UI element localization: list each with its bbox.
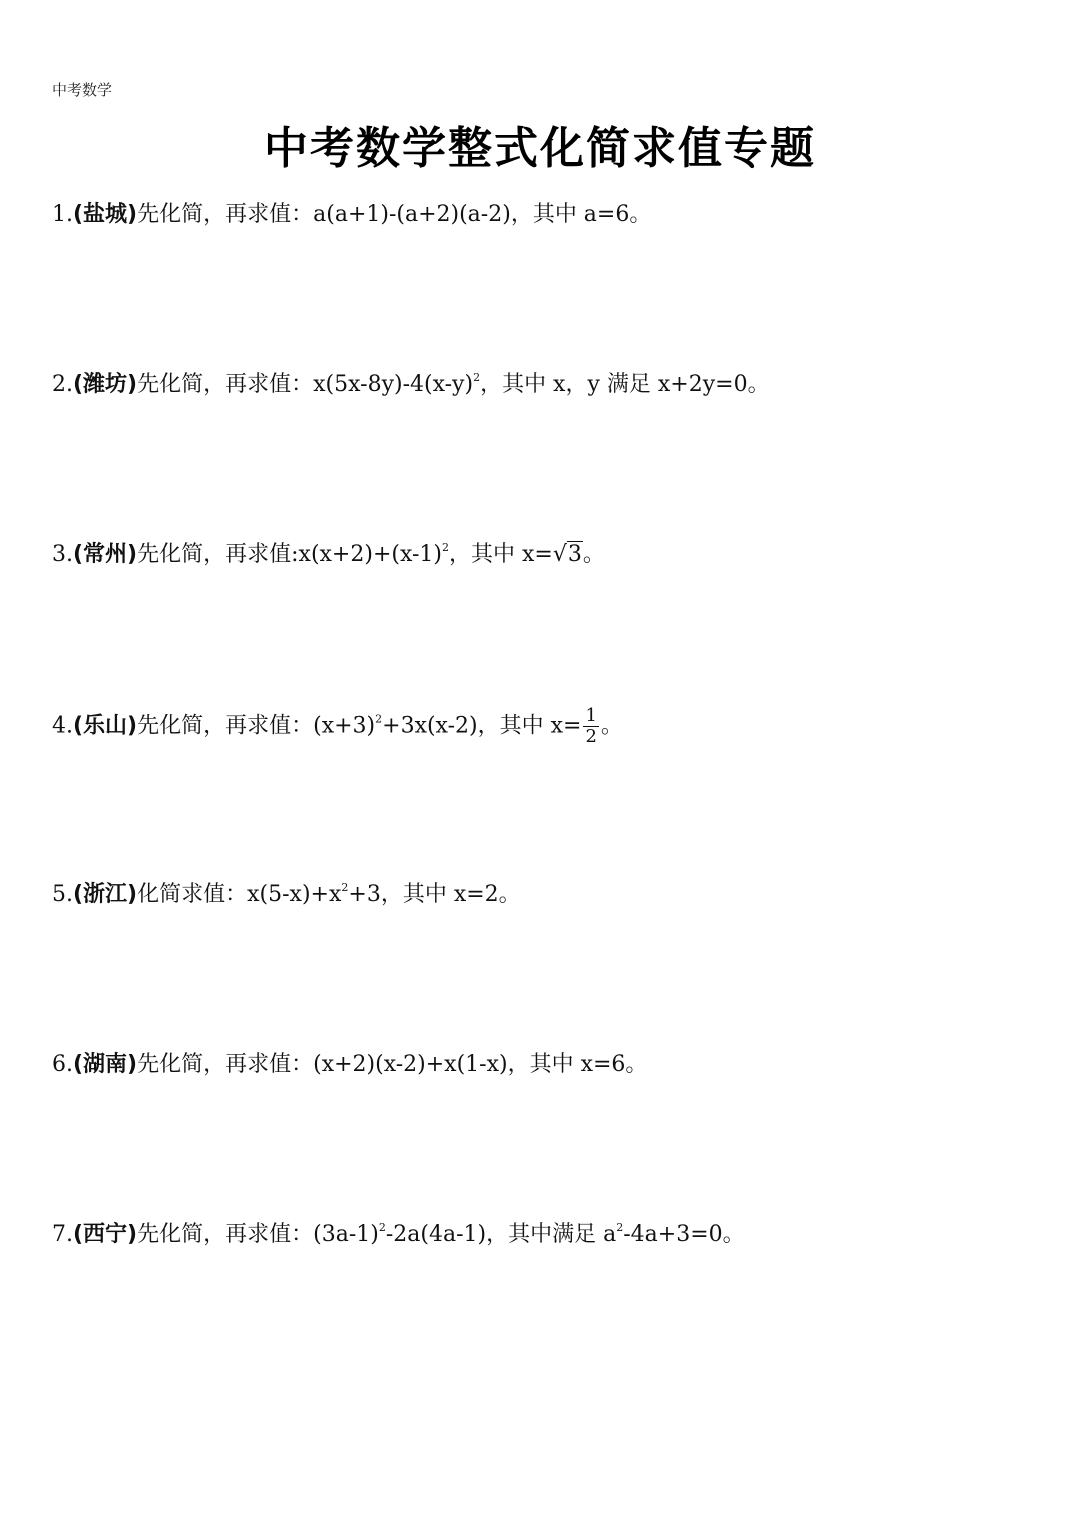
problem-number: 7. (52, 1222, 73, 1247)
problem-4 (52, 706, 623, 747)
exponent: 2 (473, 371, 481, 384)
problem-region: (西宁) (73, 1222, 138, 1247)
problem-number: 6. (52, 1052, 73, 1077)
problem-3 (52, 540, 605, 570)
problem-number: 2. (52, 372, 73, 397)
problem-7 (52, 1220, 745, 1250)
problem-text: 化简求值：x(5-x)+x (137, 882, 342, 907)
header-label: 中考数学 (52, 81, 113, 99)
problem-6 (52, 1050, 647, 1080)
problem-region: (潍坊) (73, 372, 138, 397)
problem-number: 1. (52, 202, 73, 227)
problem-number: 5. (52, 882, 73, 907)
problem-region: (湖南) (73, 1052, 138, 1077)
problem-text: 先化简，再求值：(3a-1) (137, 1222, 379, 1247)
problem-text-cont: -2a(4a-1)，其中满足 a (385, 1222, 617, 1247)
problem-text: 先化简，再求值：(x+2)(x-2)+x(1-x)，其中 x=6。 (137, 1052, 648, 1077)
exponent: 2 (341, 881, 349, 894)
problem-2 (52, 370, 770, 400)
problem-region: (浙江) (73, 882, 138, 907)
exponent: 2 (378, 1221, 386, 1234)
radicand: 3 (567, 542, 582, 567)
problem-region: (常州) (73, 542, 138, 567)
problem-text-cont: +3，其中 x=2。 (348, 882, 521, 907)
fraction (583, 706, 598, 747)
problem-5 (52, 880, 521, 910)
problem-1 (52, 200, 651, 230)
problem-text-end: 。 (600, 713, 623, 739)
problem-text: 先化简，再求值：x(5x-8y)-4(x-y) (137, 372, 474, 397)
problem-text-cont: ，其中 x= (449, 542, 553, 567)
problem-text: 先化简，再求值：(x+3) (137, 713, 376, 739)
problem-text-cont: +3x(x-2)，其中 x= (382, 713, 582, 739)
problem-region: (盐城) (73, 202, 138, 227)
problem-number: 4. (52, 713, 73, 739)
problem-text-end: -4a+3=0。 (623, 1222, 745, 1247)
radical-sign: √ (552, 542, 567, 567)
exponent-2: 2 (616, 1221, 624, 1234)
page-title: 中考数学整式化简求值专题 (264, 123, 816, 174)
problem-text-cont: ，其中 x，y 满足 x+2y=0。 (480, 372, 770, 397)
problem-region: (乐山) (73, 713, 138, 739)
problem-text: 先化简，再求值:x(x+2)+(x-1) (137, 542, 442, 567)
problem-number: 3. (52, 542, 73, 567)
problem-text: 先化简，再求值：a(a+1)-(a+2)(a-2)，其中 a=6。 (137, 202, 652, 227)
exponent: 2 (375, 712, 383, 726)
fraction-numerator: 1 (585, 705, 597, 726)
fraction-denominator: 2 (585, 726, 597, 747)
exponent: 2 (442, 541, 449, 554)
square-root (553, 540, 583, 570)
problem-text-end: 。 (582, 542, 605, 567)
